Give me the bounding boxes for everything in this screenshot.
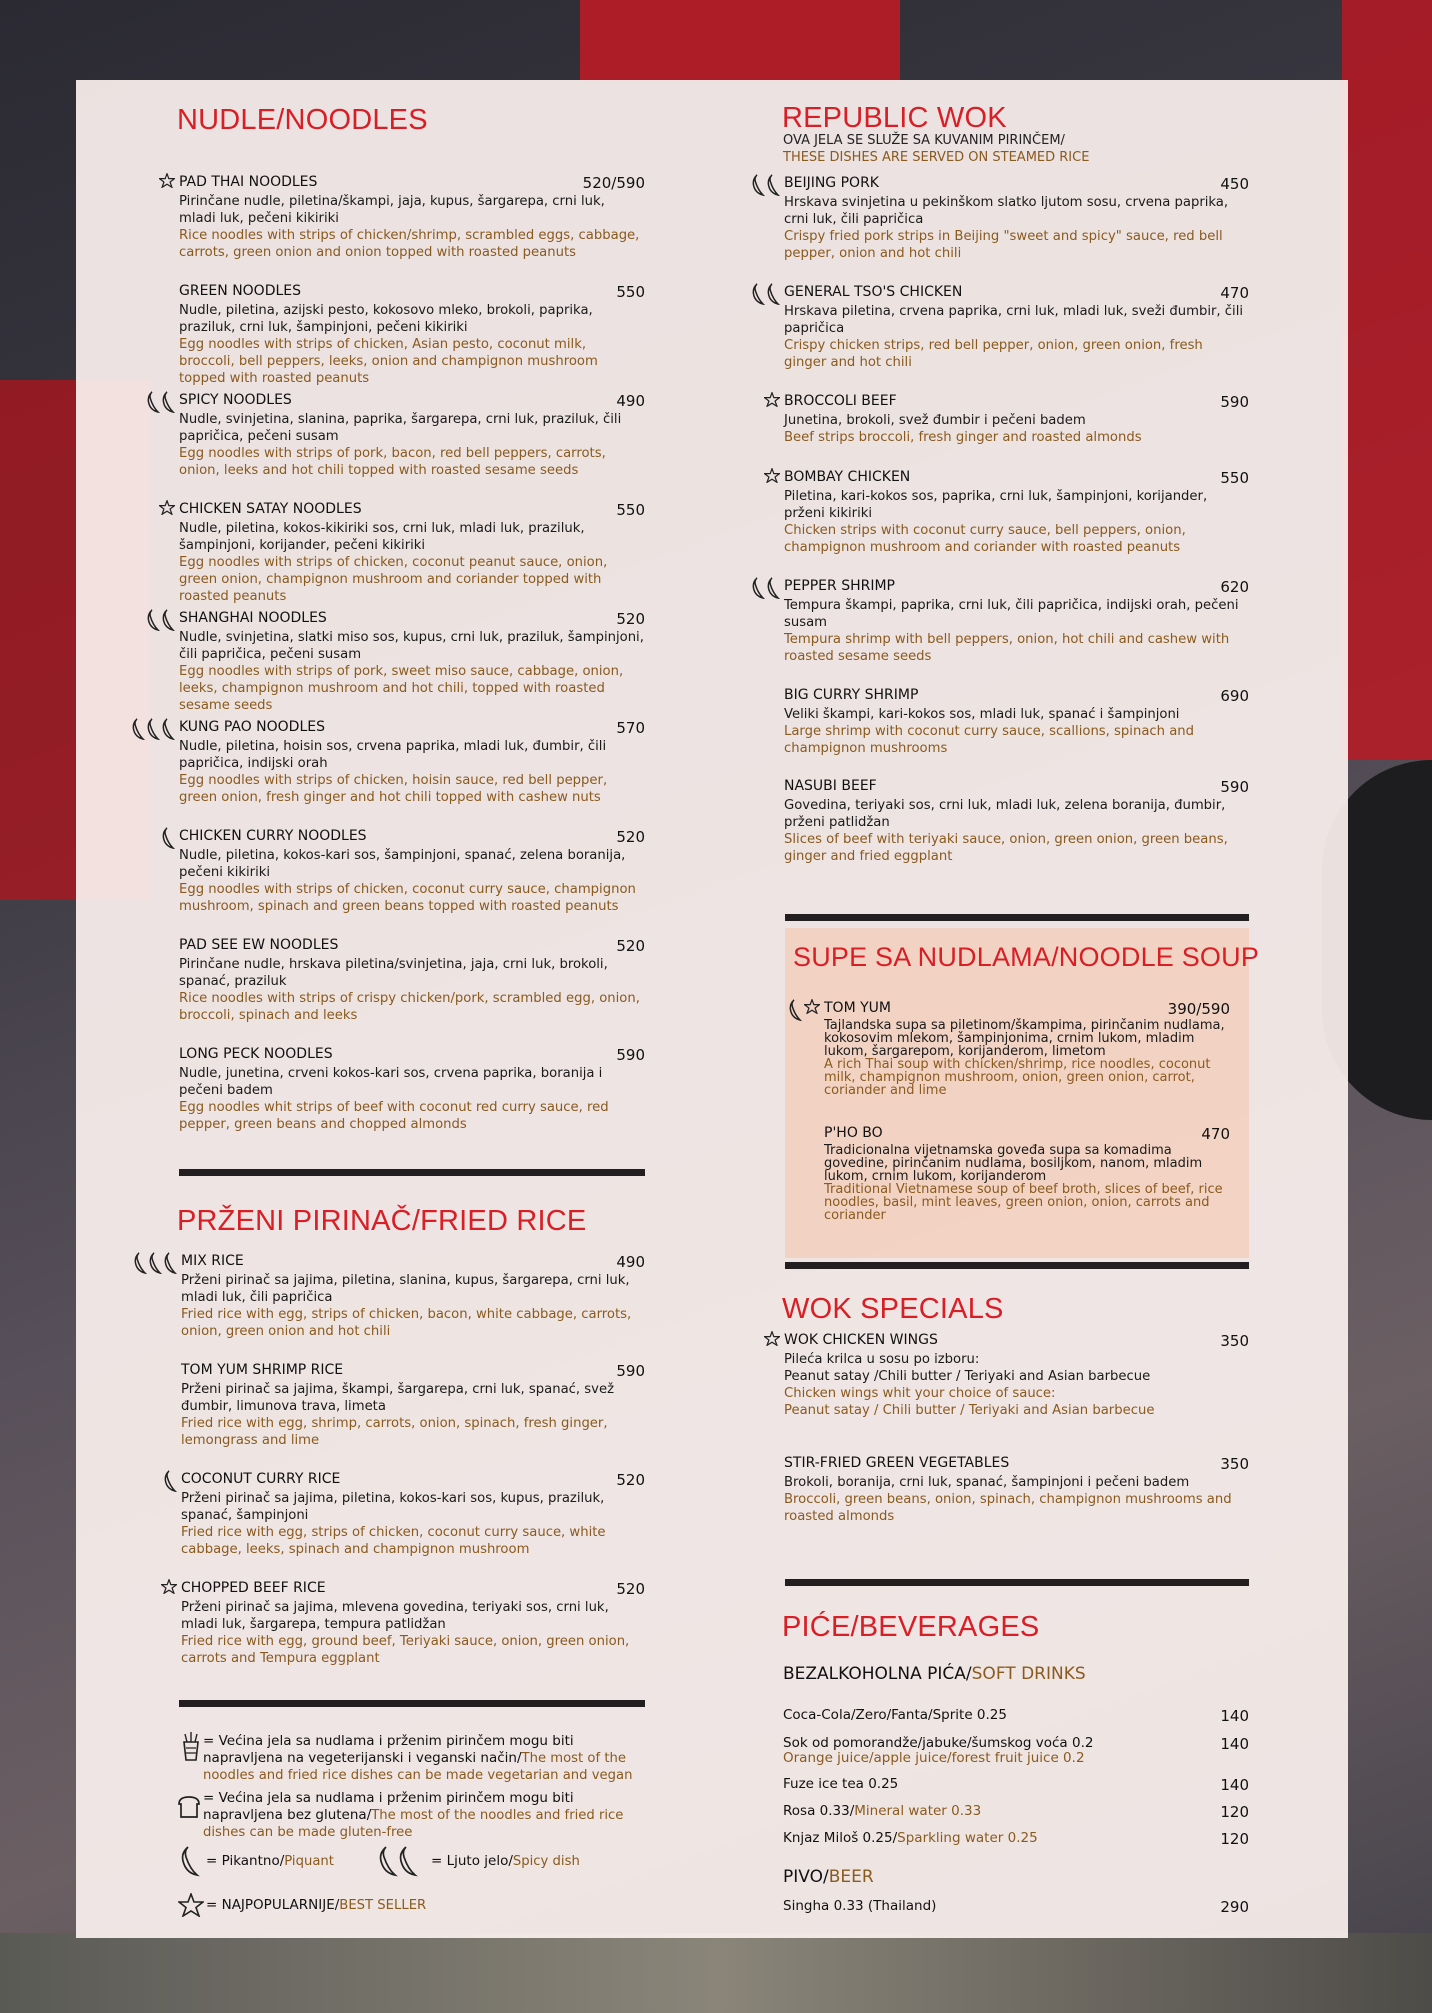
beverage-price: 290 bbox=[1220, 1898, 1249, 1916]
menu-item bbox=[824, 1000, 1230, 1097]
section-divider bbox=[785, 1579, 1249, 1586]
menu-item bbox=[784, 284, 1249, 371]
beverages-title: PIĆE/BEVERAGES bbox=[782, 1611, 1040, 1643]
item-description-en: Fried rice with egg, strips of chicken, bacon, white cabbage, carrots, onion, green onion and hot chili bbox=[181, 1307, 632, 1339]
chili-icon bbox=[767, 283, 780, 309]
item-description-sr: Prženi pirinač sa jajima, piletina, slanina, kupus, šargarepa, crni luk, mladi luk, čili papričica bbox=[181, 1273, 630, 1305]
item-name: NASUBI BEEF bbox=[784, 778, 877, 794]
item-description-sr: Nudle, svinjetina, slanina, paprika, šargarepa, crni luk, praziluk, čili papričica, pečeni susam bbox=[179, 412, 622, 444]
item-name: SHANGHAI NOODLES bbox=[179, 610, 327, 626]
chili-icon bbox=[162, 718, 175, 744]
legend-best-seller-sr: = NAJPOPULARNIJE/ bbox=[206, 1897, 340, 1913]
star-icon bbox=[764, 468, 780, 487]
item-price: 590 bbox=[616, 1362, 645, 1380]
item-description-en: Egg noodles with strips of chicken, hoisin sauce, red bell pepper, green onion, fresh ginger and hot chili topped with cashew nuts bbox=[179, 773, 608, 805]
item-price: 620 bbox=[1220, 578, 1249, 596]
menu-item bbox=[784, 175, 1249, 262]
soft-drinks-heading-sr: BEZALKOHOLNA PIĆA/ bbox=[783, 1664, 972, 1684]
item-description-sr: Hrskava piletina, crvena paprika, crni luk, mladi luk, sveži đumbir, čili papričica bbox=[784, 304, 1244, 336]
double-chili-icon bbox=[378, 1845, 424, 1881]
item-description-sr: Nudle, svinjetina, slatki miso sos, kupus, crni luk, praziluk, šampinjoni, čili papričica, pečeni susam bbox=[179, 630, 644, 662]
chili-icon bbox=[752, 283, 765, 309]
item-price: 590 bbox=[616, 1046, 645, 1064]
item-description-en: Beef strips broccoli, fresh ginger and roasted almonds bbox=[784, 430, 1142, 445]
legend-spicy-sr: = Ljuto jelo/ bbox=[431, 1853, 513, 1869]
menu-item bbox=[179, 610, 645, 714]
item-description-sr: Govedina, teriyaki sos, crni luk, mladi luk, zelena boranija, đumbir, prženi patlidžan bbox=[784, 798, 1226, 830]
item-icons bbox=[147, 609, 175, 635]
menu-item bbox=[824, 1125, 1230, 1222]
republic-wok-title: REPUBLIC WOK bbox=[782, 102, 1007, 134]
item-description-en: Fried rice with egg, shrimp, carrots, onion, spinach, fresh ginger, lemongrass and lime bbox=[181, 1416, 608, 1448]
item-name: CHOPPED BEEF RICE bbox=[181, 1580, 326, 1596]
item-name: TOM YUM SHRIMP RICE bbox=[181, 1362, 344, 1378]
legend-vegetarian-sr: Većina jela sa nudlama i prženim pirinčem mogu biti napravljena na vegeterijanski i veganski način/ bbox=[203, 1733, 574, 1766]
item-name: GREEN NOODLES bbox=[179, 283, 302, 299]
menu-item bbox=[179, 719, 645, 806]
item-name: PEPPER SHRIMP bbox=[784, 578, 895, 594]
item-name: BIG CURRY SHRIMP bbox=[784, 687, 919, 703]
beverage-row bbox=[783, 1776, 1249, 1792]
beverage-name-en: Mineral water 0.33 bbox=[854, 1803, 982, 1819]
chili-icon bbox=[162, 609, 175, 635]
menu-item bbox=[179, 501, 645, 605]
gluten-free-icon bbox=[176, 1794, 202, 1824]
beverage-name-sr: Singha 0.33 (Thailand) bbox=[783, 1898, 937, 1914]
beverage-name-en: Orange juice/apple juice/forest fruit juice 0.2 bbox=[783, 1750, 1085, 1766]
beverage-row bbox=[783, 1803, 1249, 1819]
item-description-sr: Tajlandska supa sa piletinom/škampima, pirinčanim nudlama, kokosovim mlekom, šampinjonima, crnim lukom, mladim lukom, šargarepom, korijanderom, limetom bbox=[824, 1018, 1225, 1059]
item-description-en: A rich Thai soup with chicken/shrimp, rice noodles, coconut milk, champignon mushroom, onion, green onion, carrot, coriander and lime bbox=[824, 1057, 1211, 1098]
section-divider bbox=[179, 1169, 645, 1176]
item-description-sr: Tempura škampi, paprika, crni luk, čili papričica, indijski orah, pečeni susam bbox=[784, 598, 1239, 630]
menu-item bbox=[181, 1471, 645, 1558]
item-price: 590 bbox=[1220, 393, 1249, 411]
noodles-title: NUDLE/NOODLES bbox=[177, 104, 428, 136]
legend-gluten-free-en: The most of the noodles and fried rice dishes can be made gluten-free bbox=[203, 1808, 624, 1840]
menu-item bbox=[181, 1253, 645, 1340]
beverage-name-sr: Knjaz Miloš 0.25/ bbox=[783, 1830, 898, 1846]
chili-icon bbox=[147, 718, 160, 744]
beverage-price: 140 bbox=[1220, 1776, 1249, 1794]
item-description-en: Egg noodles with strips of chicken, Asian pesto, coconut milk, broccoli, bell peppers, leeks, onion and champignon mushroom topped with roasted peanuts bbox=[179, 337, 598, 386]
menu-item bbox=[784, 778, 1249, 865]
legend-gluten-free-sr: Većina jela sa nudlama i prženim pirinčem mogu biti napravljena bez glutena/ bbox=[203, 1790, 574, 1823]
item-icons bbox=[764, 1331, 780, 1350]
background-decoration bbox=[1342, 0, 1432, 760]
item-description-en: Broccoli, green beans, onion, spinach, champignon mushrooms and roasted almonds bbox=[784, 1492, 1232, 1524]
item-name: COCONUT CURRY RICE bbox=[181, 1471, 341, 1487]
item-description-sr: Nudle, junetina, crveni kokos-kari sos, crvena paprika, boranija i pečeni badem bbox=[179, 1066, 603, 1098]
item-name: SPICY NOODLES bbox=[179, 392, 292, 408]
item-price: 690 bbox=[1220, 687, 1249, 705]
item-name: STIR-FRIED GREEN VEGETABLES bbox=[784, 1455, 1010, 1471]
chili-icon bbox=[164, 1252, 177, 1278]
item-description-en: Tempura shrimp with bell peppers, onion, hot chili and cashew with roasted sesame seeds bbox=[784, 632, 1230, 664]
chili-icon bbox=[162, 391, 175, 417]
item-price: 520/590 bbox=[582, 174, 645, 192]
star-icon bbox=[764, 1331, 780, 1350]
menu-item bbox=[179, 392, 645, 479]
item-description-en: Rice noodles with strips of crispy chicken/pork, scrambled egg, onion, broccoli, spinach and leeks bbox=[179, 991, 640, 1023]
menu-item bbox=[179, 1046, 645, 1133]
item-icons bbox=[752, 283, 780, 309]
wok-specials-title: WOK SPECIALS bbox=[782, 1293, 1004, 1325]
item-name: MIX RICE bbox=[181, 1253, 244, 1269]
item-icons bbox=[134, 1252, 177, 1278]
item-description-en: Egg noodles with strips of pork, sweet miso sauce, cabbage, onion, leeks, champignon mushroom and hot chili, topped with roasted sesame seeds bbox=[179, 664, 624, 713]
item-name: PAD SEE EW NOODLES bbox=[179, 937, 339, 953]
item-icons bbox=[159, 500, 175, 519]
legend-piquant-en: Piquant bbox=[284, 1854, 334, 1869]
item-icons bbox=[752, 577, 780, 603]
menu-item bbox=[179, 283, 645, 387]
star-icon bbox=[804, 999, 820, 1025]
item-name: CHICKEN CURRY NOODLES bbox=[179, 828, 367, 844]
beverage-name-sr: Rosa 0.33/ bbox=[783, 1803, 855, 1819]
fried-rice-title: PRŽENI PIRINAČ/FRIED RICE bbox=[177, 1205, 587, 1237]
item-description-sr: Nudle, piletina, kokos-kikiriki sos, crni luk, mladi luk, praziluk, šampinjoni, korijander, pečeni kikiriki bbox=[179, 521, 585, 553]
item-name: BROCCOLI BEEF bbox=[784, 393, 897, 409]
item-name: KUNG PAO NOODLES bbox=[179, 719, 325, 735]
item-icons bbox=[789, 999, 820, 1025]
item-icons bbox=[164, 1470, 177, 1496]
chili-icon bbox=[147, 391, 160, 417]
vegetarian-icon bbox=[180, 1728, 202, 1766]
item-description-sr: Prženi pirinač sa jajima, piletina, kokos-kari sos, kupus, praziluk, spanać, šampinjoni bbox=[181, 1491, 605, 1523]
section-divider bbox=[179, 1700, 645, 1707]
item-description-sr: Nudle, piletina, azijski pesto, kokosovo mleko, brokoli, paprika, praziluk, crni luk, šampinjoni, pečeni kikiriki bbox=[179, 303, 593, 335]
menu-item bbox=[784, 469, 1249, 556]
star-icon bbox=[764, 392, 780, 411]
chili-icon bbox=[134, 1252, 147, 1278]
item-description-en: Crispy fried pork strips in Beijing "sweet and spicy" sauce, red bell pepper, onion and hot chili bbox=[784, 229, 1223, 261]
legend-piquant-sr: = Pikantno/ bbox=[206, 1853, 285, 1869]
chili-icon bbox=[132, 718, 145, 744]
menu-item bbox=[784, 393, 1249, 446]
item-description-sr: Prženi pirinač sa jajima, mlevena govedina, teriyaki sos, crni luk, mladi luk, šargarepa, tempura patlidžan bbox=[181, 1600, 609, 1632]
item-description-sr: Pileća krilca u sosu po izboru: Peanut satay /Chili butter / Teriyaki and Asian barbecue bbox=[784, 1352, 1151, 1384]
item-name: PAD THAI NOODLES bbox=[179, 174, 318, 190]
item-description-en: Slices of beef with teriyaki sauce, onion, green onion, green beans, ginger and fried eggplant bbox=[784, 832, 1228, 864]
item-description-en: Fried rice with egg, strips of chicken, coconut curry sauce, white cabbage, leeks, spinach and champignon mushroom bbox=[181, 1525, 606, 1557]
item-description-en: Egg noodles with strips of chicken, coconut peanut sauce, onion, green onion, champignon mushroom and coriander topped with roasted peanuts bbox=[179, 555, 608, 604]
chili-icon bbox=[147, 609, 160, 635]
item-icons bbox=[764, 468, 780, 487]
menu-item bbox=[181, 1362, 645, 1449]
soft-drinks-heading bbox=[783, 1664, 1086, 1684]
item-price: 520 bbox=[616, 610, 645, 628]
item-description-en: Egg noodles whit strips of beef with coconut red curry sauce, red pepper, green beans and chopped almonds bbox=[179, 1100, 609, 1132]
item-icons bbox=[162, 827, 175, 853]
chili-icon bbox=[180, 1845, 200, 1881]
item-description-en: Crispy chicken strips, red bell pepper, onion, green onion, fresh ginger and hot chili bbox=[784, 338, 1203, 370]
item-price: 520 bbox=[616, 828, 645, 846]
item-description-en: Rice noodles with strips of chicken/shrimp, scrambled eggs, cabbage, carrots, green onion and onion topped with roasted peanuts bbox=[179, 228, 640, 260]
menu-item bbox=[784, 578, 1249, 665]
beverage-row bbox=[783, 1898, 1249, 1914]
chili-icon bbox=[752, 577, 765, 603]
beverage-price: 120 bbox=[1220, 1830, 1249, 1848]
menu-item bbox=[181, 1580, 645, 1667]
beer-heading-en: BEER bbox=[828, 1867, 874, 1887]
star-icon bbox=[161, 1579, 177, 1598]
republic-wok-subtitle-sr: OVA JELA SE SLUŽE SA KUVANIM PIRINČEM/ bbox=[783, 133, 1065, 148]
chili-icon bbox=[164, 1470, 177, 1496]
item-icons bbox=[132, 718, 175, 744]
section-divider bbox=[785, 1262, 1249, 1269]
item-price: 520 bbox=[616, 1580, 645, 1598]
item-name: CHICKEN SATAY NOODLES bbox=[179, 501, 362, 517]
menu-item bbox=[179, 937, 645, 1024]
item-description-sr: Hrskava svinjetina u pekinškom slatko ljutom sosu, crvena paprika, crni luk, čili papričica bbox=[784, 195, 1229, 227]
item-price: 550 bbox=[616, 501, 645, 519]
item-description-sr: Nudle, piletina, kokos-kari sos, šampinjoni, spanać, zelena boranija, pečeni kikiriki bbox=[179, 848, 626, 880]
beverage-name-sr: Sok od pomorandže/jabuke/šumskog voća 0.2 bbox=[783, 1735, 1094, 1751]
beverage-price: 140 bbox=[1220, 1707, 1249, 1725]
noodle-soup-title: SUPE SA NUDLAMA/NOODLE SOUP bbox=[793, 942, 1260, 972]
item-description-sr: Pirinčane nudle, hrskava piletina/svinjetina, jaja, crni luk, brokoli, spanać, praziluk bbox=[179, 957, 608, 989]
section-divider bbox=[785, 914, 1249, 921]
star-icon bbox=[159, 500, 175, 519]
item-price: 520 bbox=[616, 1471, 645, 1489]
beer-heading bbox=[783, 1867, 874, 1887]
menu-item bbox=[179, 828, 645, 915]
beverage-row bbox=[783, 1707, 1249, 1723]
item-price: 490 bbox=[616, 1253, 645, 1271]
item-description-sr: Veliki škampi, kari-kokos sos, mladi luk, spanać i šampinjoni bbox=[784, 707, 1180, 722]
chili-icon bbox=[752, 174, 765, 200]
item-icons bbox=[147, 391, 175, 417]
background-decoration bbox=[580, 0, 900, 80]
menu-item bbox=[784, 1332, 1249, 1419]
item-price: 350 bbox=[1220, 1332, 1249, 1350]
chili-icon bbox=[767, 174, 780, 200]
item-price: 550 bbox=[616, 283, 645, 301]
background-decoration bbox=[0, 1933, 1432, 2013]
item-price: 450 bbox=[1220, 175, 1249, 193]
republic-wok-subtitle-en: THESE DISHES ARE SERVED ON STEAMED RICE bbox=[783, 150, 1090, 165]
item-description-en: Traditional Vietnamese soup of beef broth, slices of beef, rice noodles, basil, mint leaves, green onion, onion, carrots and coriander bbox=[824, 1182, 1223, 1223]
menu-item bbox=[179, 174, 645, 261]
item-description-en: Egg noodles with strips of chicken, coconut curry sauce, champignon mushroom, spinach and green beans topped with roasted peanuts bbox=[179, 882, 636, 914]
item-description-en: Fried rice with egg, ground beef, Teriyaki sauce, onion, green onion, carrots and Tempura eggplant bbox=[181, 1634, 630, 1666]
item-description-sr: Pirinčane nudle, piletina/škampi, jaja, kupus, šargarepa, crni luk, mladi luk, pečeni kikiriki bbox=[179, 194, 605, 226]
beverage-row bbox=[783, 1735, 1249, 1765]
item-price: 490 bbox=[616, 392, 645, 410]
chili-icon bbox=[149, 1252, 162, 1278]
item-icons bbox=[159, 173, 175, 192]
legend-best-seller-en: BEST SELLER bbox=[339, 1898, 427, 1913]
chili-icon bbox=[789, 999, 802, 1025]
item-name: BEIJING PORK bbox=[784, 175, 879, 191]
legend-spicy-en: Spicy dish bbox=[512, 1854, 580, 1869]
item-price: 550 bbox=[1220, 469, 1249, 487]
item-icons bbox=[161, 1579, 177, 1598]
item-description-sr: Prženi pirinač sa jajima, škampi, šargarepa, crni luk, spanać, svež đumbir, limunova trava, limeta bbox=[181, 1382, 615, 1414]
item-description-en: Egg noodles with strips of pork, bacon, red bell peppers, carrots, onion, leeks and hot chili topped with roasted sesame seeds bbox=[179, 446, 606, 478]
beverage-name-sr: Fuze ice tea 0.25 bbox=[783, 1776, 899, 1792]
item-price: 570 bbox=[616, 719, 645, 737]
item-description-sr: Piletina, kari-kokos sos, paprika, crni luk, šampinjoni, korijander, prženi kikiriki bbox=[784, 489, 1208, 521]
beverage-row bbox=[783, 1830, 1249, 1846]
item-name: P'HO BO bbox=[824, 1125, 883, 1141]
item-description-sr: Tradicionalna vijetnamska goveđa supa sa komadima govedine, pirinčanim nudlama, bosiljkom, nanom, mladim lukom, crnim lukom, korijanderom bbox=[824, 1143, 1203, 1184]
menu-item bbox=[784, 1455, 1249, 1525]
item-description-en: Chicken strips with coconut curry sauce, bell peppers, onion, champignon mushroom and coriander with roasted peanuts bbox=[784, 523, 1186, 555]
item-name: BOMBAY CHICKEN bbox=[784, 469, 911, 485]
item-description-en: Large shrimp with coconut curry sauce, scallions, spinach and champignon mushrooms bbox=[784, 724, 1195, 756]
menu-item bbox=[784, 687, 1249, 757]
chili-icon bbox=[162, 827, 175, 853]
legend-vegetarian-en: The most of the noodles and fried rice dishes can be made vegetarian and vegan bbox=[203, 1751, 633, 1783]
item-name: LONG PECK NOODLES bbox=[179, 1046, 333, 1062]
item-price: 390/590 bbox=[1167, 1000, 1230, 1018]
item-description-sr: Nudle, piletina, hoisin sos, crvena paprika, mladi luk, đumbir, čili papričica, indijski orah bbox=[179, 739, 607, 771]
beer-heading-sr: PIVO/ bbox=[783, 1867, 829, 1887]
item-icons bbox=[764, 392, 780, 411]
star-icon bbox=[159, 173, 175, 192]
item-price: 590 bbox=[1220, 778, 1249, 796]
item-price: 350 bbox=[1220, 1455, 1249, 1473]
item-description-en: Chicken wings whit your choice of sauce: Peanut satay / Chili butter / Teriyaki and Asian barbecue bbox=[784, 1386, 1155, 1418]
item-name: GENERAL TSO'S CHICKEN bbox=[784, 284, 963, 300]
item-icons bbox=[752, 174, 780, 200]
beverage-price: 140 bbox=[1220, 1735, 1249, 1753]
beverage-name-en: Sparkling water 0.25 bbox=[897, 1830, 1038, 1846]
chili-icon bbox=[767, 577, 780, 603]
beverage-name-sr: Coca-Cola/Zero/Fanta/Sprite 0.25 bbox=[783, 1707, 1007, 1723]
soft-drinks-heading-en: SOFT DRINKS bbox=[971, 1664, 1086, 1684]
item-name: TOM YUM bbox=[824, 1000, 891, 1016]
item-description-sr: Junetina, brokoli, svež đumbir i pečeni badem bbox=[784, 413, 1086, 428]
item-name: WOK CHICKEN WINGS bbox=[784, 1332, 938, 1348]
beverage-price: 120 bbox=[1220, 1803, 1249, 1821]
star-icon bbox=[178, 1893, 204, 1921]
item-price: 470 bbox=[1201, 1125, 1230, 1143]
item-description-sr: Brokoli, boranija, crni luk, spanać, šampinjoni i pečeni badem bbox=[784, 1475, 1190, 1490]
item-price: 520 bbox=[616, 937, 645, 955]
item-price: 470 bbox=[1220, 284, 1249, 302]
